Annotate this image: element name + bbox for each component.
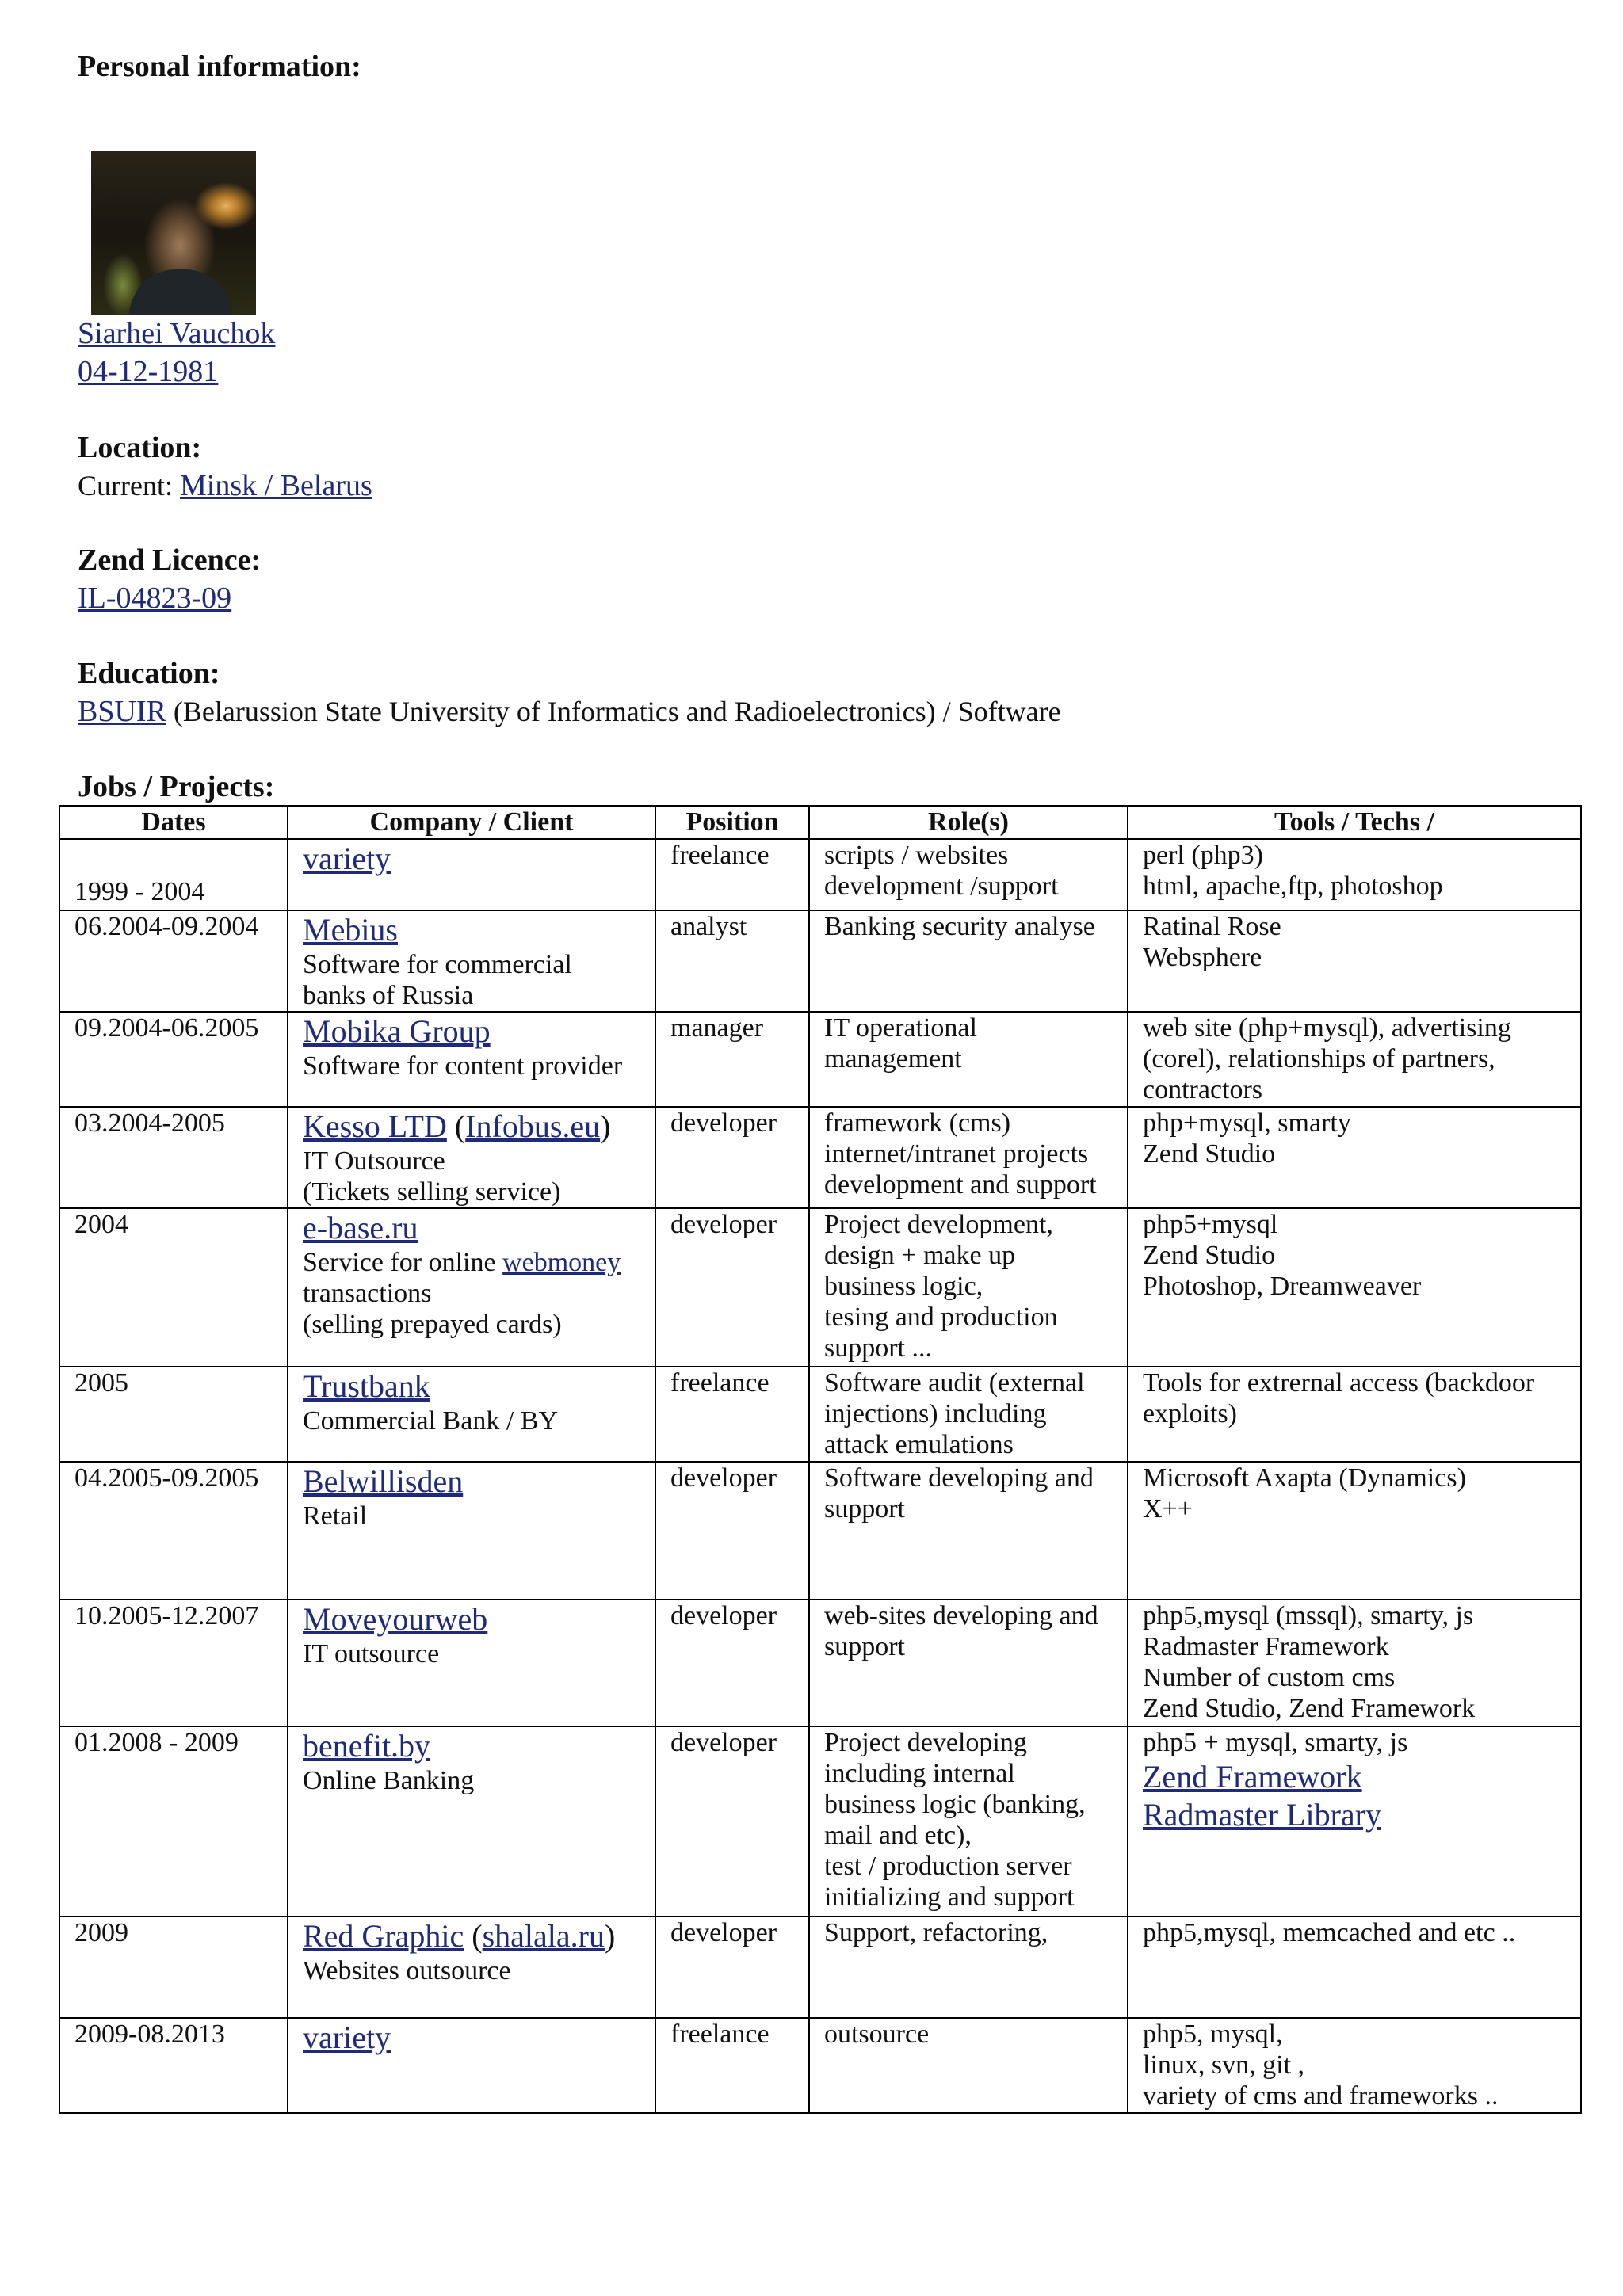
tool-line: web site (php+mysql), advertising [1143, 1013, 1511, 1043]
cell-dates [59, 910, 288, 1012]
cell-dates [59, 1208, 288, 1367]
cell-company [288, 1917, 655, 2018]
company-link[interactable]: benefit.by [303, 1728, 431, 1764]
cell-company [288, 1208, 655, 1367]
job-dates: 10.2005-12.2007 [74, 1601, 259, 1630]
tool-line: Zend Studio [1143, 1241, 1276, 1270]
column-header-roles: Role(s) [809, 806, 1128, 839]
company-description: Service for online webmoney [303, 1248, 621, 1277]
cell-dates [59, 1107, 288, 1208]
location-link[interactable]: Minsk / Belarus [179, 469, 372, 502]
jobs-table-header [59, 806, 1581, 839]
tool-line: Ratinal Rose [1143, 912, 1281, 941]
cell-roles [809, 839, 1128, 910]
tool-line: Photoshop, Dreamweaver [1143, 1272, 1422, 1301]
company-description: banks of Russia [303, 981, 474, 1010]
cell-position [655, 839, 809, 910]
tool-line: perl (php3) [1143, 841, 1264, 870]
tool-line: exploits) [1143, 1399, 1237, 1428]
cell-company [288, 1107, 655, 1208]
job-position: developer [670, 1210, 777, 1239]
location-prefix: Current: [78, 470, 180, 502]
description-link[interactable]: webmoney [502, 1248, 621, 1277]
cell-company [288, 839, 655, 910]
job-position: freelance [670, 2019, 769, 2049]
role-line: web-sites developing and [824, 1601, 1098, 1630]
tool-line: Zend Studio [1143, 1139, 1276, 1169]
company-line: Kesso LTD (Infobus.eu) [303, 1108, 611, 1144]
company-description: IT Outsource [303, 1146, 445, 1176]
job-position: developer [670, 1601, 777, 1630]
cell-roles [809, 1726, 1128, 1917]
company-description: Software for commercial [303, 950, 572, 979]
education-heading: Education: [78, 657, 220, 690]
job-position: freelance [670, 841, 769, 870]
job-position: freelance [670, 1368, 769, 1398]
job-dates: 06.2004-09.2004 [74, 912, 259, 941]
cell-position [655, 1012, 809, 1107]
job-position: developer [670, 1108, 777, 1138]
name-link[interactable]: Siarhei Vauchok [78, 317, 276, 350]
role-line: internet/intranet projects [824, 1139, 1089, 1169]
cell-position [655, 1917, 809, 2018]
role-line: framework (cms) [824, 1108, 1011, 1138]
column-header-position: Position [655, 806, 809, 839]
tool-link[interactable]: Zend Framework [1143, 1759, 1362, 1794]
table-row [59, 1462, 1581, 1600]
cell-company [288, 910, 655, 1012]
table-row [59, 1208, 1581, 1367]
cell-dates [59, 839, 288, 910]
cell-company [288, 1462, 655, 1600]
personal-information-heading: Personal information: [78, 50, 361, 83]
job-dates: 09.2004-06.2005 [74, 1013, 259, 1043]
company-link[interactable]: Mobika Group [303, 1013, 491, 1049]
company-link[interactable]: Moveyourweb [303, 1601, 488, 1637]
tool-link[interactable]: Radmaster Library [1143, 1797, 1381, 1833]
cell-position [655, 1600, 809, 1726]
role-line: support [824, 1632, 905, 1661]
role-line: design + make up [824, 1241, 1016, 1270]
company-line [303, 1600, 655, 1638]
tool-line: php5 + mysql, smarty, js [1143, 1728, 1408, 1757]
company-description: Websites outsource [303, 1956, 511, 1985]
job-position: analyst [670, 912, 747, 941]
company-description: IT outsource [303, 1639, 440, 1669]
cell-tools [1128, 839, 1581, 910]
tool-line: (corel), relationships of partners, [1143, 1044, 1495, 1074]
company-link[interactable]: Belwillisden [303, 1463, 464, 1499]
cell-tools [1128, 2018, 1581, 2113]
tool-line: Tools for extrernal access (backdoor [1143, 1368, 1535, 1398]
cell-roles [809, 2018, 1128, 2113]
cell-dates [59, 1600, 288, 1726]
company-site-link[interactable]: Infobus.eu [465, 1108, 601, 1144]
cell-company [288, 1012, 655, 1107]
location-heading: Location: [78, 431, 202, 464]
tool-line: html, apache,ftp, photoshop [1143, 871, 1443, 901]
cell-position [655, 1208, 809, 1367]
role-line: test / production server [824, 1852, 1072, 1881]
jobs-table [59, 805, 1582, 2114]
education-description: (Belarussion State University of Informatics and Radioelectronics) / Software [166, 696, 1061, 727]
cell-position [655, 2018, 809, 2113]
tool-line: variety of cms and frameworks .. [1143, 2081, 1499, 2111]
role-line: mail and etc), [824, 1821, 972, 1850]
job-dates: 04.2005-09.2005 [74, 1463, 259, 1493]
tool-line: php5,mysql, memcached and etc .. [1143, 1918, 1516, 1947]
table-row [59, 839, 1581, 910]
tool-line: X++ [1143, 1494, 1193, 1524]
cell-tools [1128, 1462, 1581, 1600]
tool-line: contractors [1143, 1075, 1263, 1104]
table-row [59, 1107, 1581, 1208]
job-position: developer [670, 1728, 777, 1757]
cell-dates [59, 1462, 288, 1600]
profile-photo [91, 151, 256, 315]
company-line [303, 911, 655, 949]
job-dates: 1999 - 2004 [74, 877, 205, 906]
job-dates: 2009 [74, 1918, 128, 1947]
cell-dates [59, 2018, 288, 2113]
job-dates: 2009-08.2013 [74, 2019, 225, 2049]
company-line [303, 1013, 655, 1051]
role-line: IT operational [824, 1013, 977, 1043]
cell-roles [809, 1917, 1128, 2018]
tool-line: php5, mysql, [1143, 2019, 1283, 2049]
cell-tools [1128, 1726, 1581, 1917]
company-description: Software for content provider [303, 1051, 623, 1081]
cell-roles [809, 1107, 1128, 1208]
company-link[interactable]: variety [303, 2019, 391, 2055]
role-line: support ... [824, 1333, 932, 1363]
cell-company [288, 1726, 655, 1917]
role-line: business logic, [824, 1272, 983, 1301]
cell-tools [1128, 1107, 1581, 1208]
role-line: attack emulations [824, 1430, 1014, 1459]
role-line: business logic (banking, [824, 1790, 1086, 1819]
tool-line: Websphere [1143, 943, 1262, 972]
tool-line: php+mysql, smarty [1143, 1108, 1351, 1138]
cell-dates [59, 1726, 288, 1917]
tool-line: Radmaster Framework [1143, 1632, 1389, 1661]
company-line [303, 1367, 655, 1405]
cell-company [288, 2018, 655, 2113]
role-line: scripts / websites [824, 841, 1009, 870]
cell-roles [809, 1208, 1128, 1367]
job-position: developer [670, 1918, 777, 1947]
company-link[interactable]: Red Graphic [303, 1918, 464, 1954]
role-line: including internal [824, 1759, 1015, 1788]
cell-tools [1128, 1208, 1581, 1367]
cell-dates [59, 1012, 288, 1107]
cell-tools [1128, 1600, 1581, 1726]
table-row [59, 1726, 1581, 1917]
company-line [303, 1463, 655, 1501]
zend-licence-link[interactable]: IL-04823-09 [78, 582, 232, 615]
dob-link[interactable]: 04-12-1981 [78, 355, 219, 388]
role-line: Project developing [824, 1728, 1027, 1757]
tool-line: linux, svn, git , [1143, 2050, 1305, 2080]
table-row [59, 1012, 1581, 1107]
company-link[interactable]: Mebius [303, 912, 398, 948]
cell-roles [809, 910, 1128, 1012]
cell-position [655, 1107, 809, 1208]
job-dates: 2005 [74, 1368, 128, 1398]
role-line: Support, refactoring, [824, 1918, 1048, 1947]
tool-link-line [1143, 1758, 1580, 1796]
job-position: developer [670, 1463, 777, 1493]
table-row [59, 910, 1581, 1012]
job-dates: 2004 [74, 1210, 128, 1239]
role-line: development /support [824, 871, 1059, 901]
cell-tools [1128, 1012, 1581, 1107]
tool-line: Number of custom cms [1143, 1663, 1396, 1692]
tool-link-line [1143, 1796, 1580, 1834]
zend-licence-heading: Zend Licence: [78, 543, 262, 577]
company-site-link[interactable]: shalala.ru [482, 1918, 605, 1954]
cell-roles [809, 1012, 1128, 1107]
company-line [303, 1727, 655, 1765]
company-link[interactable]: e-base.ru [303, 1210, 418, 1245]
job-dates: 01.2008 - 2009 [74, 1728, 239, 1757]
role-line: development and support [824, 1170, 1097, 1199]
cell-tools [1128, 910, 1581, 1012]
column-header-company: Company / Client [288, 806, 655, 839]
tool-line: php5+mysql [1143, 1210, 1278, 1239]
table-row [59, 1600, 1581, 1726]
role-line: outsource [824, 2019, 930, 2049]
cell-roles [809, 1600, 1128, 1726]
cell-position [655, 1367, 809, 1462]
company-link[interactable]: Trustbank [303, 1368, 430, 1404]
role-line: tesing and production [824, 1302, 1058, 1332]
table-row [59, 2018, 1581, 2113]
role-line: management [824, 1044, 962, 1074]
column-header-dates: Dates [59, 806, 288, 839]
company-link[interactable]: Kesso LTD [303, 1108, 447, 1144]
company-description: Commercial Bank / BY [303, 1406, 559, 1436]
role-line: Banking security analyse [824, 912, 1095, 941]
company-description: (Tickets selling service) [303, 1177, 561, 1207]
column-header-tools: Tools / Techs / [1128, 806, 1581, 839]
tool-line: php5,mysql (mssql), smarty, js [1143, 1601, 1474, 1630]
education-line [78, 693, 1061, 730]
cell-dates [59, 1367, 288, 1462]
company-line [303, 840, 655, 878]
company-line [303, 1209, 655, 1247]
role-line: initializing and support [824, 1882, 1075, 1912]
cell-company [288, 1600, 655, 1726]
role-line: Project development, [824, 1210, 1053, 1239]
jobs-heading: Jobs / Projects: [78, 770, 275, 803]
cell-position [655, 1726, 809, 1917]
cell-roles [809, 1367, 1128, 1462]
company-line: Red Graphic (shalala.ru) [303, 1918, 616, 1954]
cell-roles [809, 1462, 1128, 1600]
role-line: Software developing and [824, 1463, 1094, 1493]
role-line: support [824, 1494, 905, 1524]
role-line: Software audit (external [824, 1368, 1085, 1398]
company-line [303, 2019, 655, 2057]
role-line: injections) including [824, 1399, 1047, 1428]
cell-company [288, 1367, 655, 1462]
cell-position [655, 1462, 809, 1600]
table-row [59, 1367, 1581, 1462]
location-line [78, 467, 372, 504]
company-description: transactions [303, 1279, 432, 1308]
bsuir-link[interactable]: BSUIR [78, 695, 166, 728]
cell-dates [59, 1917, 288, 2018]
job-position: manager [670, 1013, 764, 1043]
cell-position [655, 910, 809, 1012]
job-dates: 03.2004-2005 [74, 1108, 225, 1138]
company-link[interactable]: variety [303, 841, 391, 876]
tool-line: Zend Studio, Zend Framework [1143, 1694, 1476, 1723]
company-description: Retail [303, 1501, 368, 1531]
company-description: (selling prepayed cards) [303, 1310, 562, 1339]
cell-tools [1128, 1917, 1581, 2018]
company-description: Online Banking [303, 1766, 475, 1795]
tool-line: Microsoft Axapta (Dynamics) [1143, 1463, 1466, 1493]
table-row [59, 1917, 1581, 2018]
cell-tools [1128, 1367, 1581, 1462]
